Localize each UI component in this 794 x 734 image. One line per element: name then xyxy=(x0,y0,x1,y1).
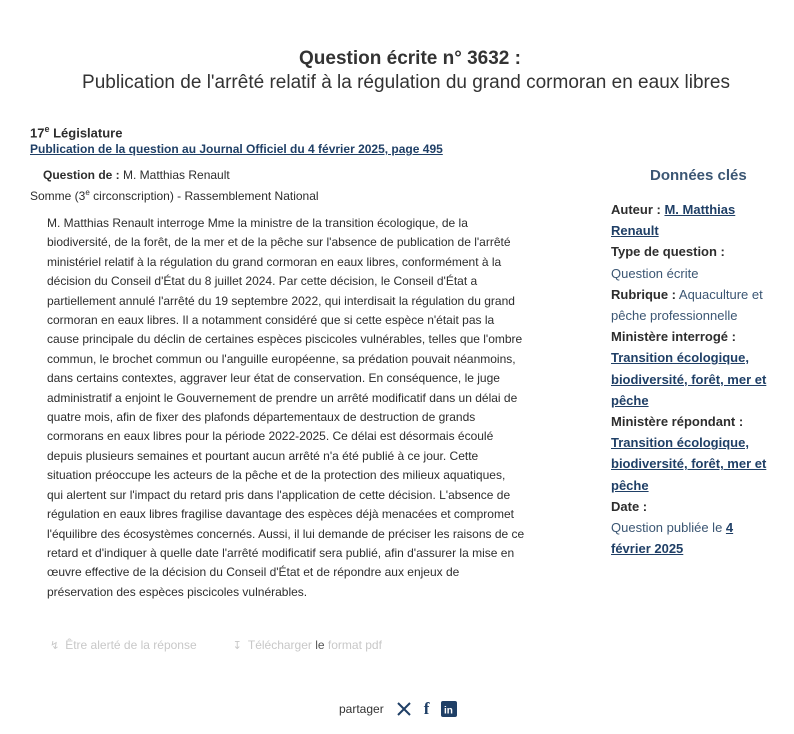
question-line: quatre mois, afin de fixer des plafonds départementaux de destruction de grands xyxy=(47,410,476,425)
question-line: cormoran en eaux libres. Il a notamment considéré que si cette espèce n'était pas la xyxy=(47,313,495,328)
question-line: retard et d'indiquer à quelle date l'arrêté modificatif sera publié, afin d'assurer la mise en xyxy=(47,545,515,560)
question-line: préservation des espèces piscicoles vulnérables. xyxy=(47,584,308,599)
circ-sup: e xyxy=(85,188,90,197)
responding-ministry-link[interactable]: Transition écologique, xyxy=(611,435,749,451)
date-link[interactable]: 4 xyxy=(725,520,734,536)
ministry-label: Ministère interrogé : xyxy=(611,329,736,345)
rubric-row xyxy=(611,284,786,305)
alert-button[interactable] xyxy=(50,638,197,652)
responding-ministry-label: Ministère répondant : xyxy=(611,414,744,430)
type-label: Type de question : xyxy=(611,244,725,260)
circ-pre: Somme (3 xyxy=(30,189,86,203)
question-line: commun, le brochet commun ou l'anguille européenne, sa prédation pouvait néanmoins, xyxy=(47,351,516,366)
question-line: biodiversité, de la forêt, de la mer et de la pêche sur l'absence de publication de l'arrêté xyxy=(47,235,511,250)
question-title: Question écrite n° 3632 : xyxy=(299,48,521,69)
rubric-label: Rubrique : xyxy=(611,286,676,302)
question-line: M. Matthias Renault interroge Mme la ministre de la transition écologique, de la xyxy=(47,216,468,230)
facebook-icon[interactable]: f xyxy=(423,699,430,718)
x-icon[interactable] xyxy=(396,701,412,717)
responding-ministry-link-3[interactable]: pêche xyxy=(611,477,649,493)
legislature-label: Législature xyxy=(49,125,123,141)
rubric-value-2: pêche professionnelle xyxy=(611,308,738,324)
publication-link[interactable]: Publication de la question au Journal Officiel du 4 février 2025, page 495 xyxy=(30,142,443,156)
download-pdf-button[interactable] xyxy=(233,638,382,652)
bell-icon: ↯ xyxy=(50,640,60,652)
svg-text:in: in xyxy=(444,705,454,717)
question-line: partiellement annulé l'arrêté du 19 septembre 2022, qui interdisait la régulation du grand xyxy=(47,293,515,308)
download-label-mid: le xyxy=(311,638,325,652)
question-author-name: M. Matthias Renault xyxy=(119,168,230,182)
author-link[interactable]: M. Matthias xyxy=(664,202,736,217)
key-data-title: Données clés xyxy=(650,167,747,184)
rubric-value: Aquaculture et xyxy=(676,286,763,302)
question-line: ministériel relatif à la régulation du grand cormoran en eaux libres, conformément à la xyxy=(47,254,502,269)
question-line: dans certains contextes, aggraver leur état de conservation. En conséquence, le juge xyxy=(47,371,500,386)
type-value: Question écrite xyxy=(611,265,699,281)
legislature-sup: e xyxy=(44,124,50,134)
author-link-2[interactable]: Renault xyxy=(611,223,659,239)
question-line: l'équilibre des écosystèmes concernés. Aussi, il lui demande de préciser les raisons de ce xyxy=(47,526,525,541)
date-text: Question publiée le xyxy=(611,520,726,536)
question-line: situation préoccupe les acteurs de la pêche et de la protection des milieux aquatiques, xyxy=(47,468,506,483)
author-row xyxy=(611,199,786,220)
ministry-link[interactable]: Transition écologique, xyxy=(611,350,749,366)
author-row-2 xyxy=(611,220,786,241)
question-line: décision du Conseil d'État du 8 juillet 2024. Par cette décision, le Conseil d'État a xyxy=(47,274,478,289)
date-label: Date : xyxy=(611,498,648,514)
circ-post: circonscription) - Rassemblement National xyxy=(89,189,319,203)
key-data-panel xyxy=(611,199,786,559)
question-actions xyxy=(50,638,382,652)
alert-label: Être alerté de la réponse xyxy=(65,638,197,652)
question-author xyxy=(43,168,230,182)
share-label: partager xyxy=(339,702,384,716)
question-line: administratif a enjoint le Gouvernement de prendre un arrêté modificatif dans un délai de xyxy=(47,390,518,405)
download-icon: ↧ xyxy=(232,640,242,652)
question-line: cormorans en eaux libres pour la période 2022-2025. Ce délai est désormais écoulé xyxy=(47,429,494,444)
responding-ministry-link-2[interactable]: biodiversité, forêt, mer et xyxy=(611,456,767,472)
question-line: depuis plusieurs semaines et pourtant aucun arrêté n'a été publié à ce jour. Cette xyxy=(47,448,479,463)
date-row xyxy=(611,517,786,538)
question-line: œuvre effective de la décision du Conseil d'État et de répondre aux enjeux de xyxy=(47,565,460,580)
question-line: cause principale du déclin de certaines espèces piscicoles vulnérables, telles que l'ombre xyxy=(47,332,523,347)
question-line: qui alertent sur l'impact du retard pris dans l'application de cette décision. L'absence de xyxy=(47,487,511,502)
download-label-post: format pdf xyxy=(324,638,382,652)
author-label: Auteur : xyxy=(611,202,661,217)
legislature xyxy=(30,124,122,140)
question-line: régulation en eaux libres fragilise davantage des espèces déjà menacées et compromet xyxy=(47,507,514,522)
download-label-pre: Télécharger xyxy=(247,638,312,652)
question-circonscription xyxy=(30,188,319,203)
legislature-number: 17 xyxy=(30,125,45,141)
ministry-link-3[interactable]: pêche xyxy=(611,392,649,408)
question-subtitle: Publication de l'arrêté relatif à la régulation du grand cormoran en eaux libres xyxy=(82,72,730,93)
ministry-link-2[interactable]: biodiversité, forêt, mer et xyxy=(611,371,767,387)
linkedin-icon[interactable] xyxy=(441,701,457,717)
question-body xyxy=(47,214,567,602)
question-by-label: Question de : xyxy=(43,168,120,182)
share-bar xyxy=(339,699,457,719)
date-link-2[interactable]: février 2025 xyxy=(611,541,684,557)
